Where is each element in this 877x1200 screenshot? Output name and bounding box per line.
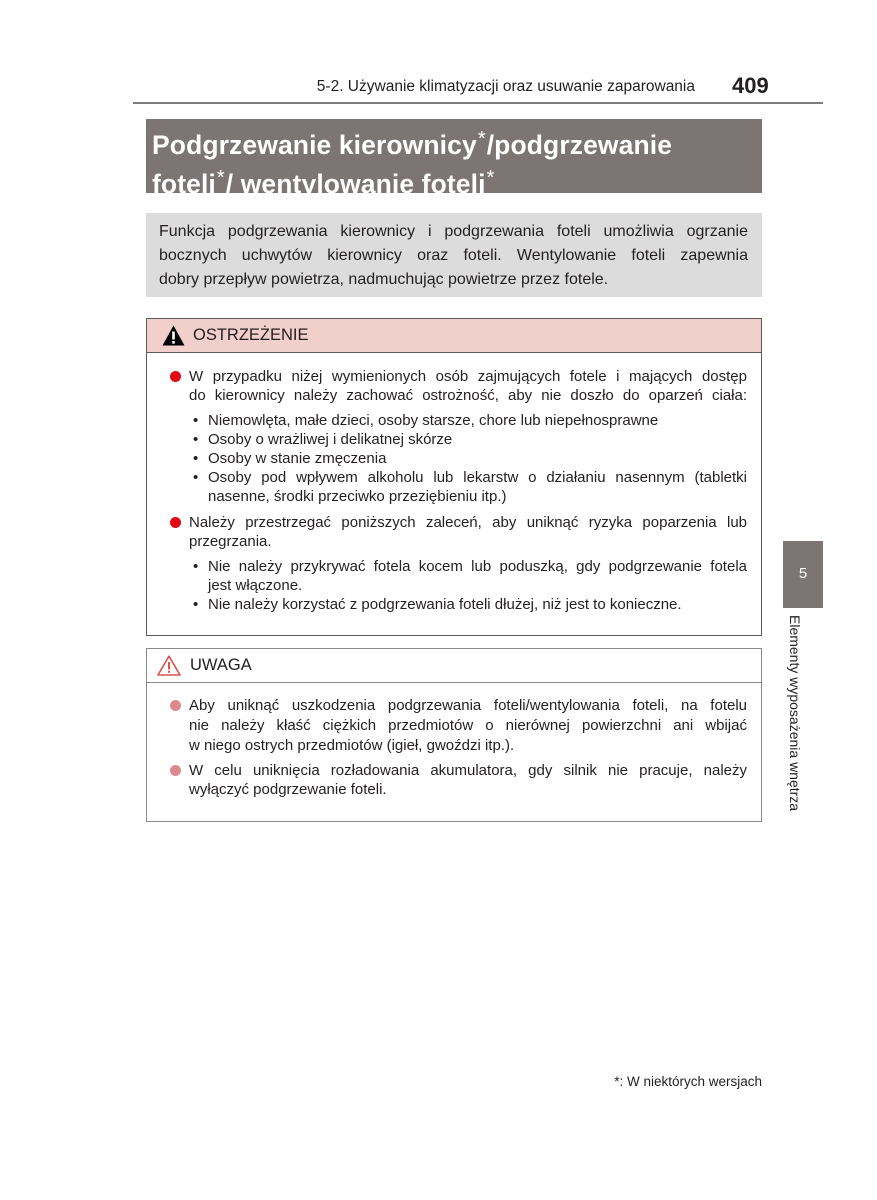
warning-list-item: Niemowlęta, małe dzieci, osoby starsze, chore lub niepełnosprawne bbox=[208, 412, 659, 429]
title-text: foteli bbox=[152, 169, 216, 199]
warning-list-item: jest włączone. bbox=[208, 577, 303, 594]
caution-text-line: W celu uniknięcia rozładowania akumulatora, gdy silnik nie pracuje, należy bbox=[189, 762, 747, 779]
sub-bullet: • bbox=[193, 450, 199, 467]
warning-text-line: Należy przestrzegać poniższych zaleceń, aby uniknąć ryzyka poparzenia lub bbox=[189, 514, 747, 531]
section-title: 5-2. Używanie klimatyzacji oraz usuwanie zaparowania bbox=[316, 78, 695, 95]
warning-list-item: nasenne, środki przeciwko przeziębieniu itp.) bbox=[208, 488, 507, 505]
page-header bbox=[0, 0, 877, 110]
bullet-dot bbox=[170, 765, 181, 776]
sub-bullet: • bbox=[193, 412, 199, 429]
warning-text-line: przegrzania. bbox=[189, 533, 272, 550]
warning-list-item: Osoby w stanie zmęczenia bbox=[208, 450, 387, 467]
intro-line: Funkcja podgrzewania kierownicy i podgrzewania foteli umożliwia ogrzanie bbox=[159, 223, 748, 240]
bullet-dot bbox=[170, 517, 181, 528]
intro-line: dobry przepływ powietrza, nadmuchując powietrze przez fotele. bbox=[159, 271, 609, 288]
sub-bullet: • bbox=[193, 469, 199, 486]
caution-text-line: w niego ostrych przedmiotów (igieł, gwoździ itp.). bbox=[189, 737, 515, 754]
title-line-2 bbox=[152, 162, 754, 201]
asterisk-mark: * bbox=[216, 167, 225, 189]
sub-bullet: • bbox=[193, 558, 199, 575]
chapter-label bbox=[784, 615, 804, 845]
caution-text-line: nie należy kłaść ciężkich przedmiotów o nierównej powierzchni ani wbijać bbox=[189, 717, 747, 734]
footnote-text: : W niektórych wersjach bbox=[619, 1074, 762, 1089]
warning-text-line: do kierownicy należy zachować ostrożność, aby nie doszło do oparzeń ciała: bbox=[189, 387, 747, 404]
bullet-dot bbox=[170, 371, 181, 382]
warning-header bbox=[147, 319, 761, 353]
sub-bullet: • bbox=[193, 431, 199, 448]
page-number: 409 bbox=[732, 73, 769, 98]
intro-box bbox=[146, 213, 762, 297]
intro-line: bocznych uchwytów kierownicy oraz foteli. Wentylowanie foteli zapewnia bbox=[159, 247, 748, 264]
asterisk-mark: * bbox=[477, 128, 486, 150]
caution-header bbox=[147, 649, 761, 683]
warning-triangle-icon bbox=[162, 325, 185, 346]
asterisk-mark: * bbox=[614, 1074, 620, 1089]
warning-list-item: Nie należy korzystać z podgrzewania foteli dłużej, niż jest to konieczne. bbox=[208, 596, 682, 613]
title-line-1 bbox=[152, 123, 754, 162]
footnote bbox=[614, 1074, 762, 1089]
page-title bbox=[146, 119, 762, 199]
title-text: / wentylowanie foteli bbox=[225, 169, 486, 199]
warning-text-line: W przypadku niżej wymienionych osób zajmujących fotele i mających dostęp bbox=[189, 368, 747, 385]
title-text: /podgrzewanie bbox=[486, 130, 673, 160]
caution-triangle-icon bbox=[157, 655, 181, 676]
warning-list-item: Nie należy przykrywać fotela kocem lub poduszką, gdy podgrzewanie fotela bbox=[208, 558, 747, 575]
chapter-label-text: Elementy wyposażenia wnętrza bbox=[787, 615, 803, 812]
sub-bullet: • bbox=[193, 596, 199, 613]
warning-list-item: Osoby pod wpływem alkoholu lub lekarstw o działaniu nasennym (tabletki bbox=[208, 469, 747, 486]
caution-label: UWAGA bbox=[190, 656, 252, 674]
caution-text-line: Aby uniknąć uszkodzenia podgrzewania foteli/wentylowania foteli, na fotelu bbox=[189, 697, 747, 714]
caution-text-line: wyłączyć podgrzewanie foteli. bbox=[189, 781, 387, 798]
bullet-dot bbox=[170, 700, 181, 711]
warning-label: OSTRZEŻENIE bbox=[193, 326, 309, 344]
title-text: Podgrzewanie kierownicy bbox=[152, 130, 477, 160]
header-rule bbox=[133, 102, 823, 104]
asterisk-mark: * bbox=[486, 167, 495, 189]
chapter-tab bbox=[783, 541, 823, 608]
chapter-number: 5 bbox=[798, 565, 808, 582]
warning-list-item: Osoby o wrażliwej i delikatnej skórze bbox=[208, 431, 453, 448]
